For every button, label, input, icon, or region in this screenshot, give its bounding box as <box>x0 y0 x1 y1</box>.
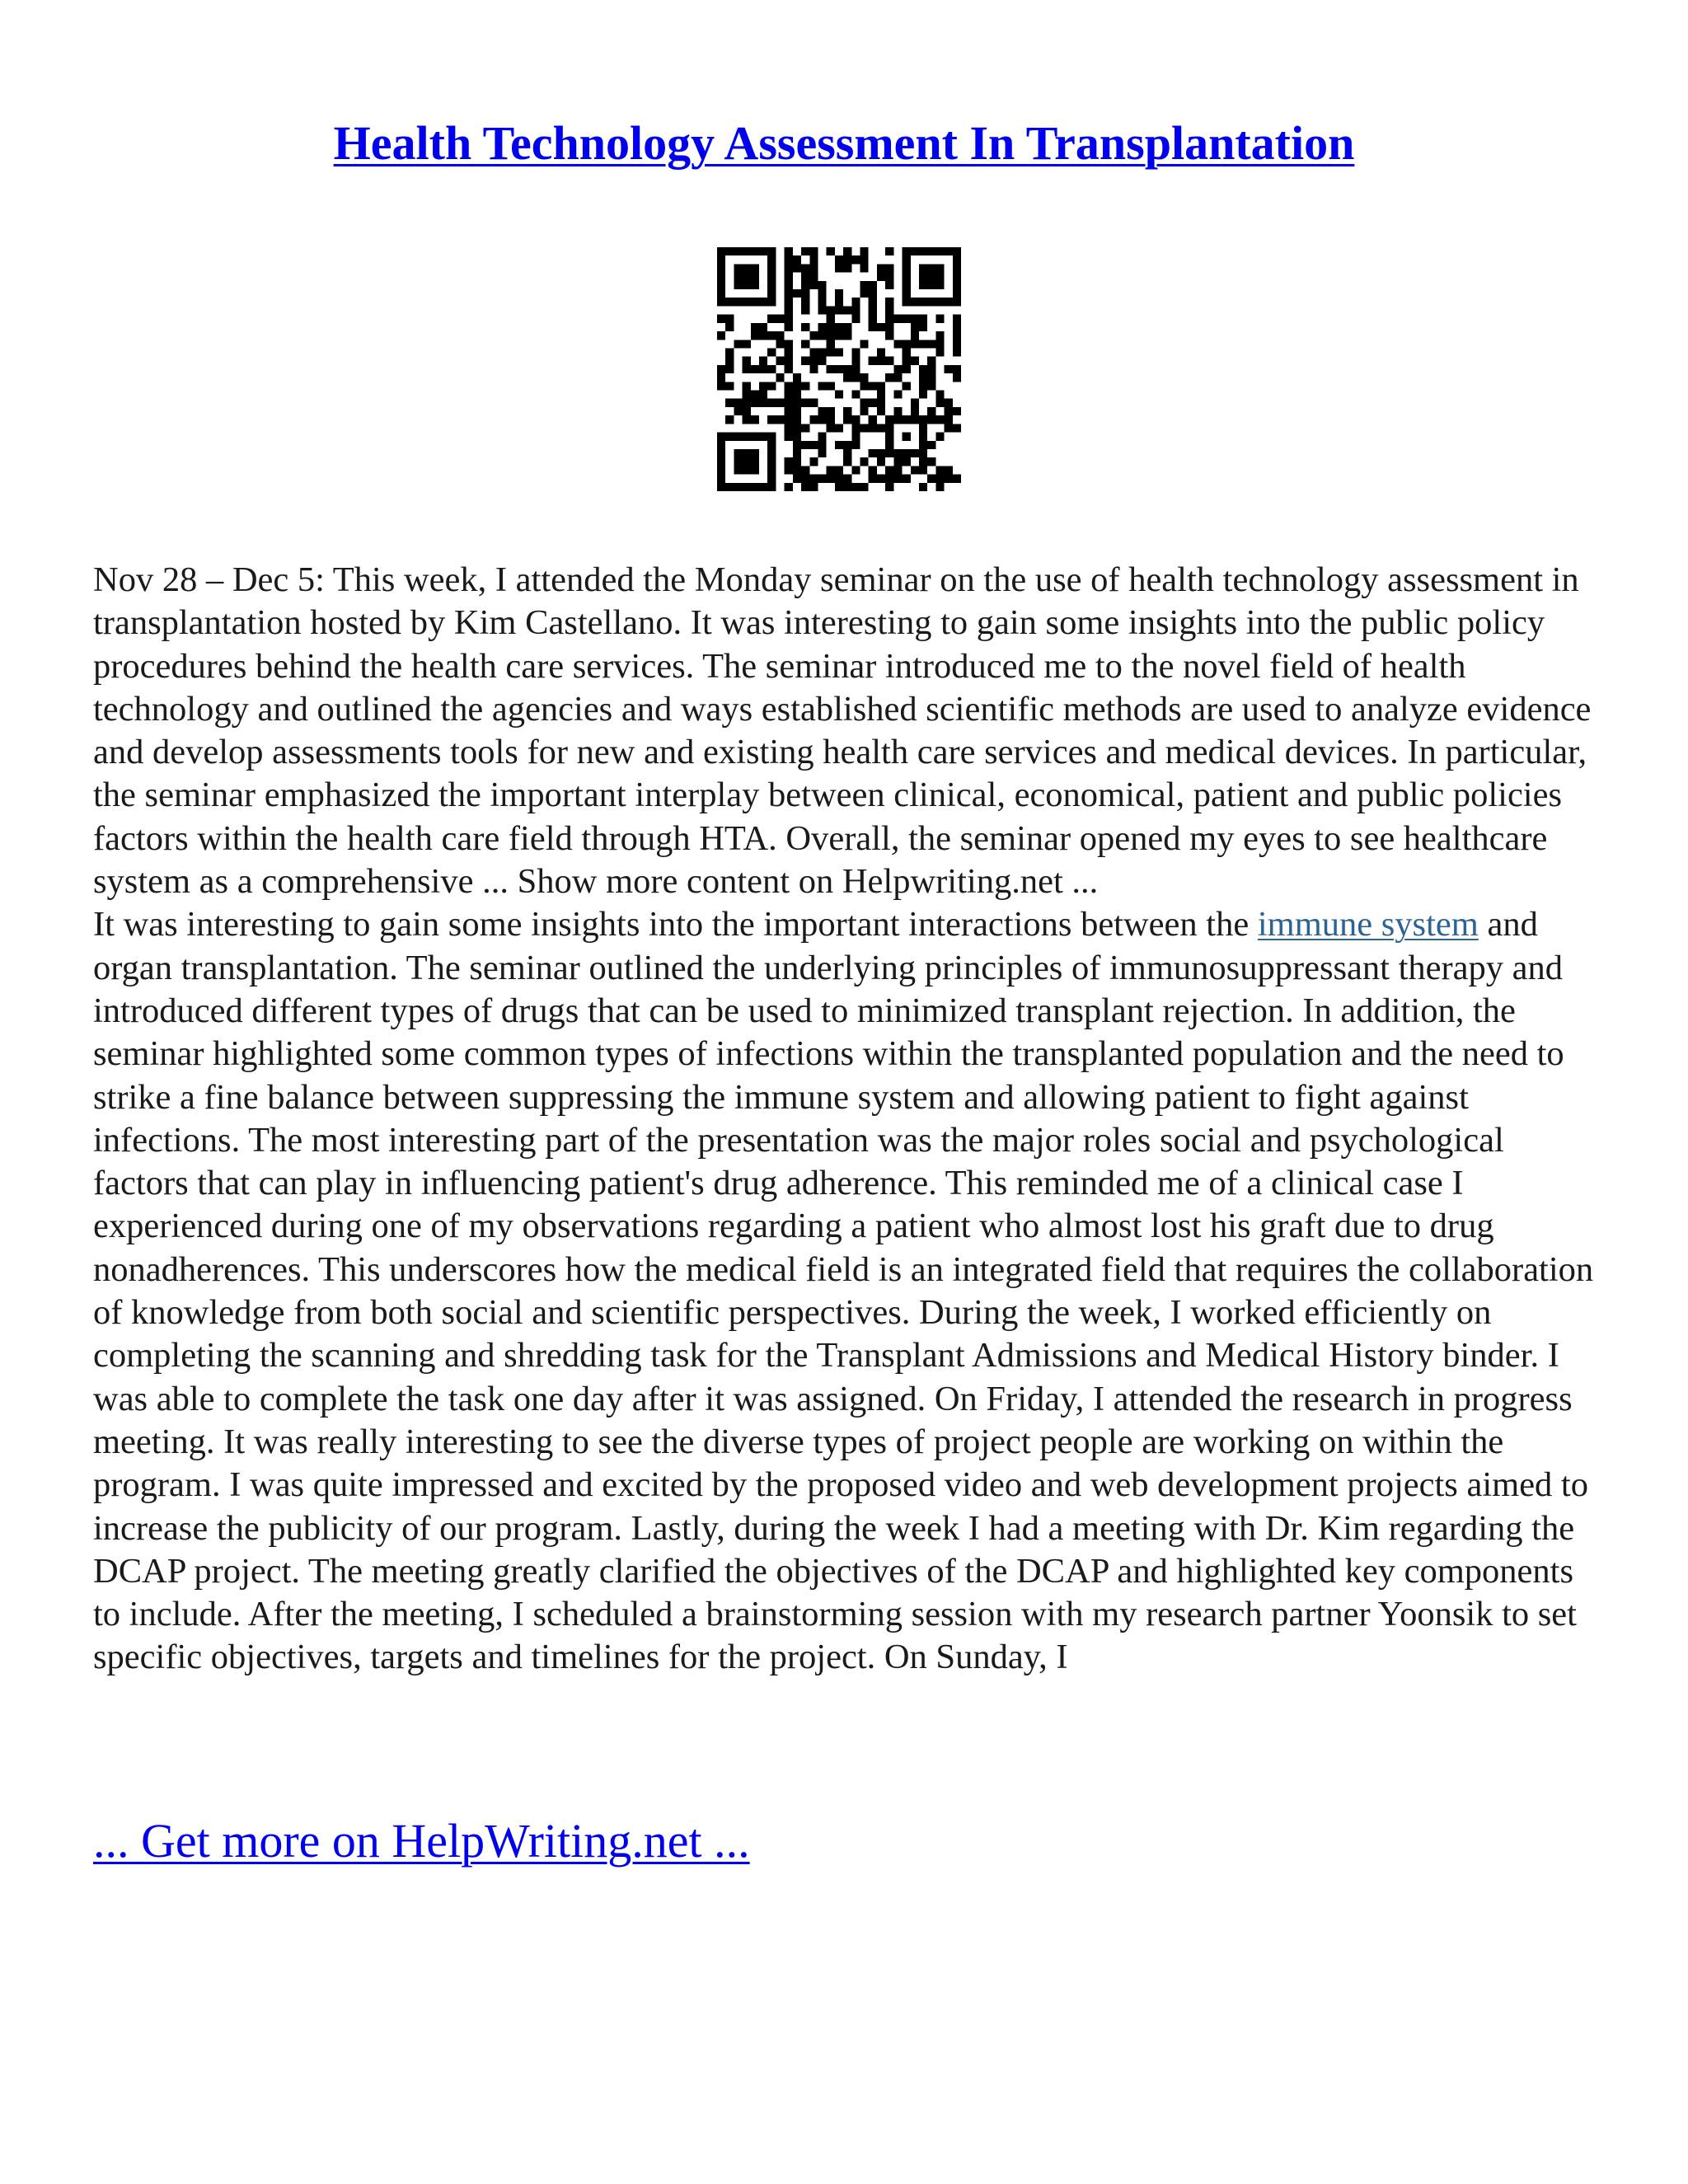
get-more-link[interactable]: ... Get more on HelpWriting.net ... <box>93 1814 750 1868</box>
more-link-container <box>93 1813 750 1868</box>
paragraph-2-text-end: and organ transplantation. The seminar outlined the underlying principles of immunosuppressant therapy and introduced different types of drugs that can be used to minimized transplant rejection. In addition, the seminar highlighted some common types of infections within the transplanted population and the need to strike a fine balance between suppressing the immune system and allowing patient to fight against infections. The most interesting part of the presentation was the major roles social and psychological factors that can play in influencing patient's drug adherence. This reminded me of a clinical case I experienced during one of my observations regarding a patient who almost lost his graft due to drug nonadherences. This underscores how the medical field is an integrated field that requires the collaboration of knowledge from both social and scientific perspectives. During the week, I worked efficiently on completing the scanning and shredding task for the Transplant Admissions and Medical History binder. I was able to complete the task one day after it was assigned. On Friday, I attended the research in progress meeting. It was really interesting to see the diverse types of project people are working on within the program. I was quite impressed and excited by the proposed video and web development projects aimed to increase the publicity of our program. Lastly, during the week I had a meeting with Dr. Kim regarding the DCAP project. The meeting greatly clarified the objectives of the DCAP and highlighted key components to include. After the meeting, I scheduled a brainstorming session with my research partner Yoonsik to set specific objectives, targets and timelines for the project. On Sunday, I <box>93 905 1594 1677</box>
qr-code-icon <box>717 247 961 491</box>
paragraph-2-text-start: It was interesting to gain some insights into the important interactions between the <box>93 905 1258 944</box>
paragraph-2 <box>93 903 1606 1679</box>
paragraph-1: Nov 28 – Dec 5: This week, I attended the Monday seminar on the use of health technology assessment in transplantation hosted by Kim Castellano. It was interesting to gain some insights into the public policy procedures behind the health care services. The seminar introduced me to the novel field of health technology and outlined the agencies and ways established scientific methods are used to analyze evidence and develop assessments tools for new and existing health care services and medical devices. In particular, the seminar emphasized the important interplay between clinical, economical, patient and public policies factors within the health care field through HTA. Overall, the seminar opened my eyes to see healthcare system as a comprehensive ... Show more content on Helpwriting.net ... <box>93 560 1592 902</box>
title-container <box>0 115 1688 171</box>
page-title-link[interactable]: Health Technology Assessment In Transplantation <box>333 116 1355 170</box>
body-text <box>93 559 1606 1680</box>
immune-system-link[interactable]: immune system <box>1257 905 1479 944</box>
